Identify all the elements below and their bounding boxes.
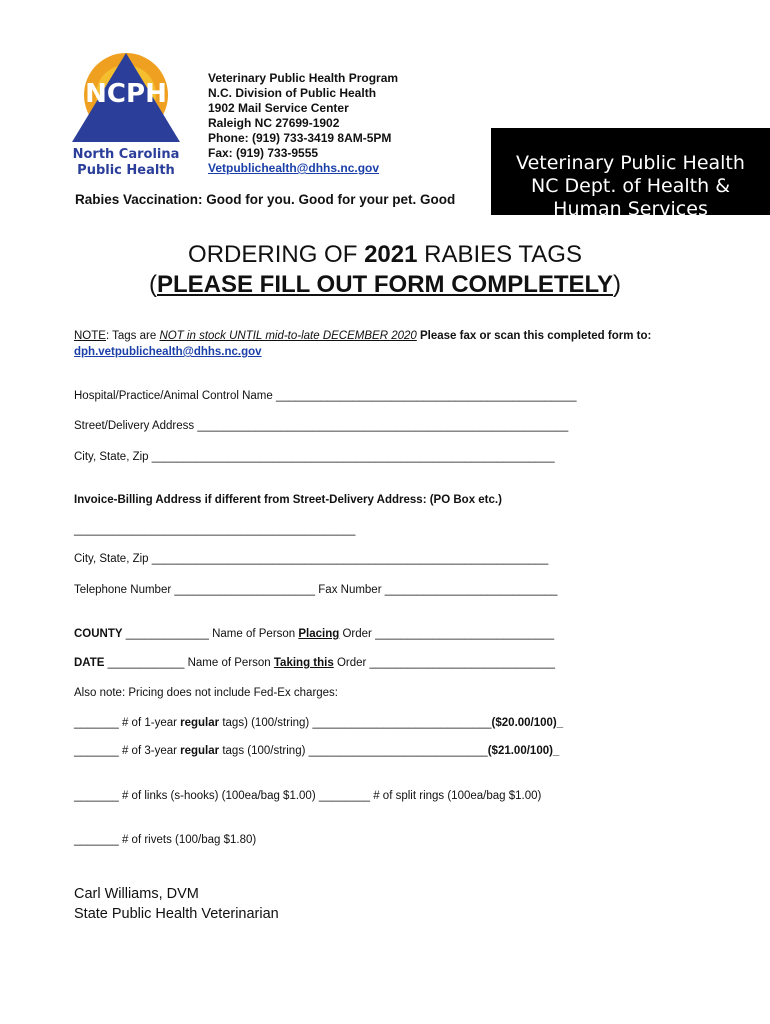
date-label: DATE bbox=[74, 657, 105, 669]
note-line bbox=[74, 330, 651, 342]
header-banner bbox=[491, 128, 770, 215]
pricing-note: Also note: Pricing does not include Fed-Ex charges: bbox=[74, 687, 339, 699]
placing-person-field[interactable]: Order ____________________________ bbox=[339, 628, 555, 640]
note-stock-warning: NOT in stock UNTIL mid-to-late DECEMBER 2020 bbox=[159, 330, 417, 342]
street-address-field[interactable]: Street/Delivery Address __________________________________________________________ bbox=[74, 420, 569, 432]
banner-line3: Human Services bbox=[553, 198, 708, 215]
hospital-name-field[interactable]: Hospital/Practice/Animal Control Name _______________________________________________ bbox=[74, 390, 577, 402]
page-title bbox=[0, 240, 770, 300]
signature-block bbox=[74, 884, 279, 924]
logo-name-line1: North Carolina bbox=[72, 147, 180, 162]
placing-word: Placing bbox=[298, 628, 340, 640]
city-state-zip-field[interactable]: City, State, Zip _______________________________________________________________ bbox=[74, 451, 555, 463]
county-row[interactable] bbox=[74, 628, 554, 640]
title-paren-open: ( bbox=[148, 271, 157, 298]
county-field[interactable]: _____________ Name of Person bbox=[122, 628, 299, 640]
logo-acronym: NCPH bbox=[85, 79, 167, 109]
invoice-address-field[interactable]: ____________________________________________ bbox=[74, 524, 356, 536]
regular-word: regular bbox=[180, 717, 220, 729]
note-text: : Tags are bbox=[105, 330, 160, 342]
date-field[interactable]: ____________ Name of Person bbox=[104, 657, 274, 669]
address-line: 1902 Mail Service Center bbox=[208, 101, 349, 115]
title-year: 2021 bbox=[364, 241, 418, 268]
address-line: Veterinary Public Health Program bbox=[208, 71, 399, 85]
address-email-link[interactable]: Vetpublichealth@dhhs.nc.gov bbox=[208, 161, 380, 175]
banner-line1: Veterinary Public Health bbox=[516, 152, 745, 174]
title-instruction: PLEASE FILL OUT FORM COMPLETELY bbox=[156, 271, 614, 298]
one-year-qty-field[interactable]: _______ # of 1-year bbox=[74, 717, 181, 729]
title-line2 bbox=[0, 270, 770, 300]
regular-word: regular bbox=[180, 745, 220, 757]
invoice-city-state-zip-field[interactable]: City, State, Zip ______________________________________________________________ bbox=[74, 553, 549, 565]
date-row[interactable] bbox=[74, 657, 555, 669]
three-year-qty-field[interactable]: _______ # of 3-year bbox=[74, 745, 181, 757]
slogan: Rabies Vaccination: Good for you. Good for your pet. Good bbox=[75, 192, 456, 207]
title-prefix: ORDERING OF bbox=[188, 241, 365, 268]
address-line: Raleigh NC 27699-1902 bbox=[208, 116, 340, 130]
taking-word: Taking this bbox=[273, 657, 334, 669]
three-year-tags-row[interactable] bbox=[74, 745, 559, 757]
three-year-desc: tags (100/string) ____________________________ bbox=[219, 745, 488, 757]
ncph-logo-graphic bbox=[68, 50, 188, 182]
logo-name-line2: Public Health bbox=[77, 163, 175, 178]
taking-person-field[interactable]: Order _____________________________ bbox=[333, 657, 556, 669]
rivets-row[interactable]: _______ # of rivets (100/bag $1.80) bbox=[74, 834, 257, 846]
phone-fax-field[interactable]: Telephone Number ______________________ Fax Number ___________________________ bbox=[74, 584, 558, 596]
invoice-address-label: Invoice-Billing Address if different from Street-Delivery Address: (PO Box etc.) bbox=[74, 494, 502, 506]
one-year-desc: tags) (100/string) ____________________________ bbox=[219, 717, 492, 729]
one-year-price: ($20.00/100)_ bbox=[491, 717, 564, 729]
address-fax: Fax: (919) 733-9555 bbox=[208, 146, 319, 160]
three-year-price: ($21.00/100)_ bbox=[487, 745, 560, 757]
title-line1 bbox=[0, 240, 770, 270]
banner-line2: NC Dept. of Health & bbox=[530, 175, 731, 197]
one-year-tags-row[interactable] bbox=[74, 717, 563, 729]
note-label: NOTE bbox=[74, 330, 106, 342]
note-email-link[interactable]: dph.vetpublichealth@dhhs.nc.gov bbox=[74, 346, 262, 358]
signatory-name: Carl Williams, DVM bbox=[74, 886, 199, 902]
county-label: COUNTY bbox=[74, 628, 123, 640]
address-phone: Phone: (919) 733-3419 8AM-5PM bbox=[208, 131, 392, 145]
title-paren-close: ) bbox=[613, 271, 622, 298]
program-address bbox=[208, 71, 398, 176]
links-split-rings-row[interactable]: _______ # of links (s-hooks) (100ea/bag $1.00) ________ # of split rings (100ea/bag $1.00) bbox=[74, 790, 542, 802]
ncph-logo bbox=[68, 50, 188, 182]
address-line: N.C. Division of Public Health bbox=[208, 86, 377, 100]
note-instruction: Please fax or scan this completed form to: bbox=[416, 330, 652, 342]
title-suffix: RABIES TAGS bbox=[417, 241, 582, 268]
signatory-title: State Public Health Veterinarian bbox=[74, 906, 279, 922]
